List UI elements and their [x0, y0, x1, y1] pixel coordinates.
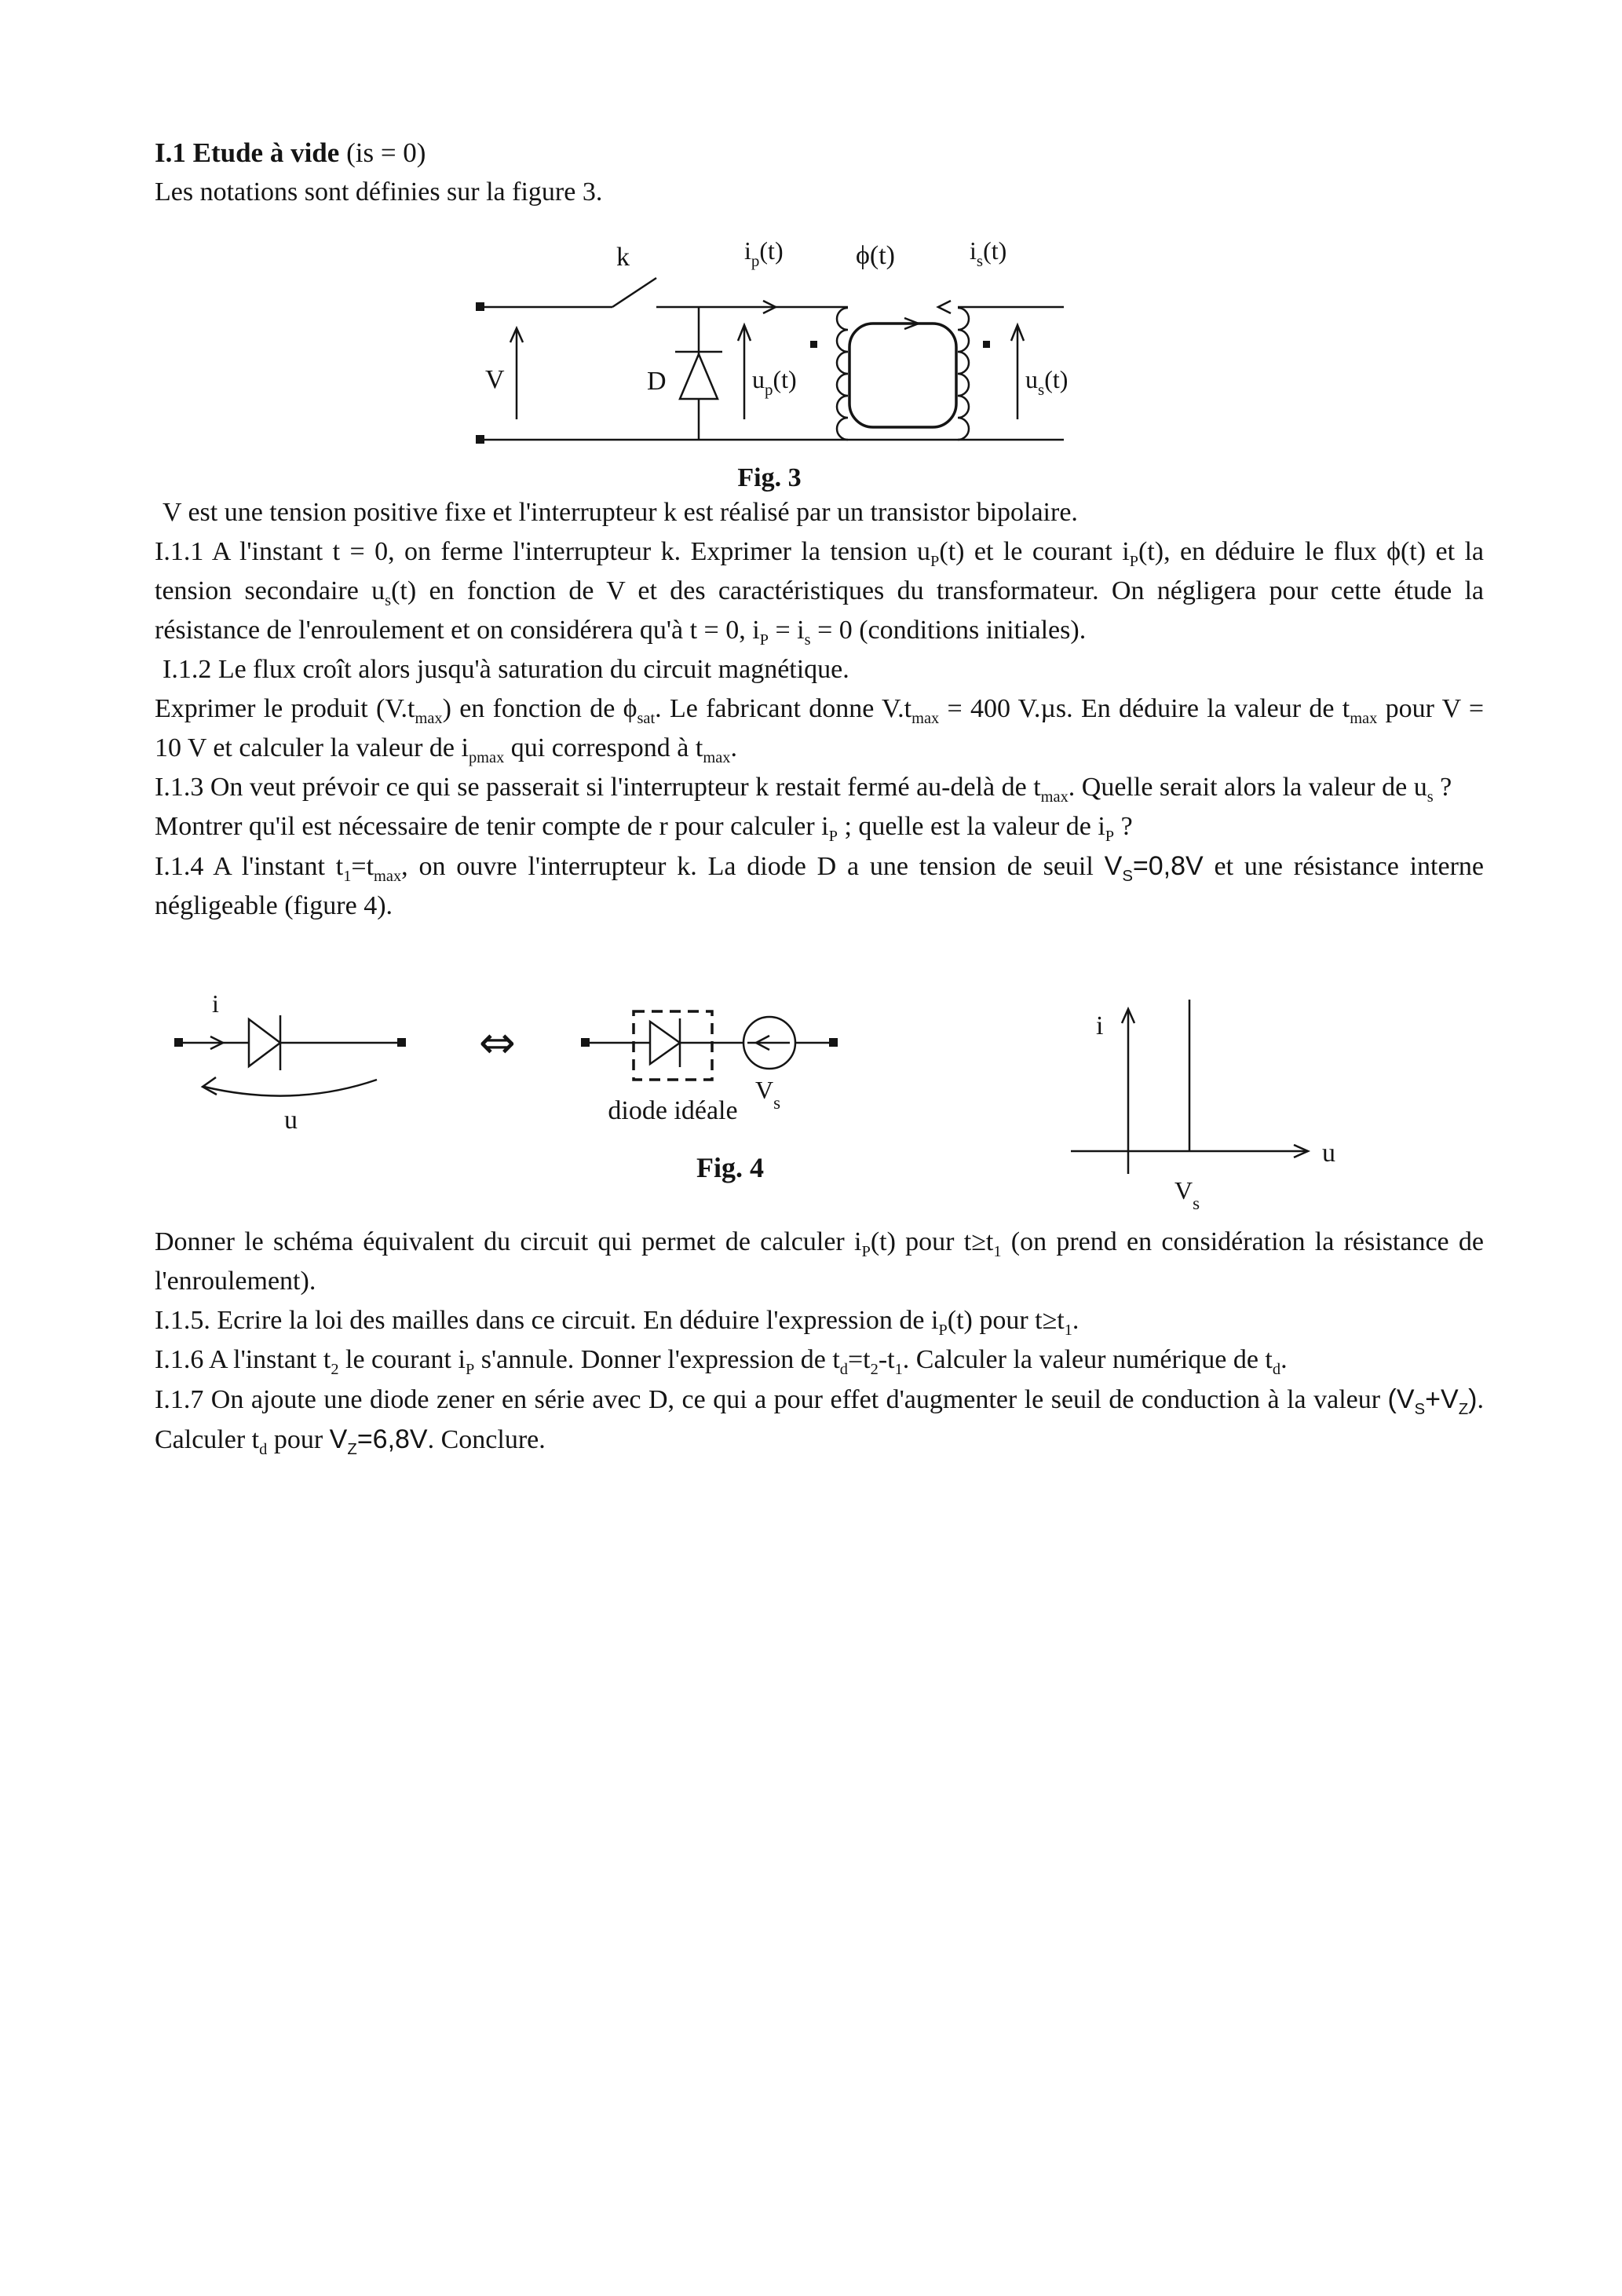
- fig4-vs-label: [755, 1076, 780, 1113]
- section-title-bold: I.1 Etude à vide: [155, 137, 340, 168]
- fig3-primary-polarity-dot: [810, 341, 817, 348]
- fig4-graph-vs-base: V: [1174, 1176, 1193, 1205]
- fig3-is-base: i: [970, 236, 977, 265]
- fig3-ip-label: [744, 236, 784, 270]
- paragraph-i13: I.1.3 On veut prévoir ce qui se passerait si l'interrupteur k restait fermé au-delà de $t_{max}$. Quelle serait alors la valeur de $u_s$ ? Montrer qu'il est nécessaire de tenir compte de r pour calculer $i_P$ ; quelle est la valeur de $i_P$ ?: [155, 773, 1452, 845]
- fig4-graph-vs-sub: s: [1193, 1194, 1200, 1213]
- paragraph-i17: I.1.7 On ajoute une diode zener en série avec D, ce qui a pour effet d'augmenter le seuil de conduction à la valeur $(V_S+V_Z)$. Calculer $t_d$ pour $V_Z=6,8V$. Conclure.: [155, 1384, 1484, 1458]
- paragraph-v-fixed: V est une tension positive fixe et l'interrupteur k est réalisé par un transistor bipolaire.: [163, 498, 1078, 527]
- fig4-vs-sub: s: [773, 1093, 781, 1113]
- fig4-ideal-diode-label: diode idéale: [608, 1096, 738, 1125]
- fig3-terminal-bottom-left: [476, 435, 484, 444]
- fig3-secondary-winding: [958, 308, 969, 440]
- section-title-tail: (is = 0): [339, 137, 426, 168]
- fig4-equivalence-arrow: ⇔: [479, 1018, 516, 1069]
- fig3-us-tail: (t): [1044, 365, 1069, 393]
- fig3-us-sub: s: [1038, 380, 1045, 399]
- paragraph-i12: I.1.2 Le flux croît alors jusqu'à saturation du circuit magnétique. Exprimer le produit $(V.t_{max})$ en fonction de $\phi_{sat}$. Le fabricant donne $V.t_{max} = 400$ V.µs. En déduire la valeur de $t_{max}$ pour V = 10 V et calculer la valeur de $i_{pmax}$ qui correspond à $t_{max}$.: [155, 655, 1485, 766]
- fig4-diode-diagram: [141, 971, 1481, 1223]
- paragraph-i14: I.1.4 A l'instant $t_1=t_{max}$, on ouvre l'interrupteur k. La diode D a une tension de seuil $V_S=0,8V$ et une résistance interne négligeable (figure 4).: [155, 851, 1484, 920]
- fig3-up-sub: p: [765, 380, 773, 399]
- fig4-graph-i-label: i: [1096, 1011, 1104, 1040]
- fig3-is-sub: s: [976, 251, 984, 270]
- fig4-vs-base: V: [755, 1076, 774, 1104]
- fig3-ip-base: i: [744, 236, 751, 265]
- figure-4-caption: Fig. 4: [696, 1152, 764, 1183]
- fig3-up-tail: (t): [773, 365, 797, 393]
- fig4-i-label: i: [212, 989, 219, 1018]
- fig3-ip-sub: p: [751, 251, 760, 270]
- fig3-us-base: u: [1025, 365, 1038, 393]
- fig3-terminal-top-left: [476, 302, 484, 311]
- fig4-ideal-diode-symbol: [650, 1022, 680, 1064]
- figure-4: [141, 971, 1481, 1223]
- section-subtitle: Les notations sont définies sur la figure 3.: [155, 177, 603, 207]
- fig3-up-base: u: [752, 365, 765, 393]
- fig3-us-label: [1025, 365, 1068, 399]
- paragraph-i15: I.1.5. Ecrire la loi des mailles dans ce circuit. En déduire l'expression de $i_P(t)$ pour $t\ge t_1$.: [155, 1306, 1080, 1339]
- paragraph-i16: I.1.6 A l'instant $t_2$ le courant $i_P$ s'annule. Donner l'expression de $t_d=t_2-t_1$. Calculer la valeur numérique de $t_d$.: [155, 1345, 1288, 1378]
- fig4-u-arrowhead: [203, 1077, 217, 1095]
- fig3-up-label: [752, 365, 797, 399]
- fig3-is-label: [970, 236, 1006, 270]
- paragraph-after-fig4: Donner le schéma équivalent du circuit qui permet de calculer $i_P(t)$ pour $t\ge t_1$ (on prend en considération la résistance de l'enroulement).: [155, 1227, 1484, 1296]
- fig3-ip-tail: (t): [759, 236, 784, 265]
- fig3-is-arrowhead: [938, 301, 951, 313]
- fig3-primary-winding: [837, 308, 848, 440]
- fig3-switch-label: k: [616, 243, 630, 272]
- fig3-flux-label: ϕ(t): [856, 241, 895, 270]
- fig4-u-label: u: [284, 1106, 298, 1135]
- fig3-transformer-core: [849, 324, 956, 427]
- fig3-diode-symbol: [680, 354, 718, 399]
- fig3-secondary-polarity-dot: [983, 341, 990, 348]
- fig4-graph-u-label: u: [1322, 1139, 1335, 1168]
- fig4-real-diode-symbol: [249, 1019, 280, 1066]
- section-title: [155, 133, 1484, 173]
- paragraph-i11: I.1.1 A l'instant t = 0, on ferme l'interrupteur k. Exprimer la tension $u_P(t)$ et le courant $i_P(t)$, en déduire le flux ϕ(t) et la tension secondaire $u_s(t)$ en fonction de V et des caractéristiques du transformateur. On négligera pour cette étude la résistance de l'enroulement et on considérera qu'à t = 0, $i_P = i_s = 0$ (conditions initiales).: [155, 537, 1485, 649]
- fig4-u-curved-arrow: [204, 1080, 377, 1096]
- figure-3: [455, 232, 1083, 493]
- fig3-circuit-diagram: [455, 232, 1083, 460]
- fig3-source-label: V: [485, 365, 505, 394]
- fig3-switch-blade: [612, 278, 656, 307]
- fig4-graph-vs-label: [1174, 1176, 1200, 1213]
- fig3-is-tail: (t): [983, 236, 1007, 265]
- figure-3-caption: Fig. 3: [737, 463, 802, 492]
- fig3-diode-label: D: [647, 367, 667, 396]
